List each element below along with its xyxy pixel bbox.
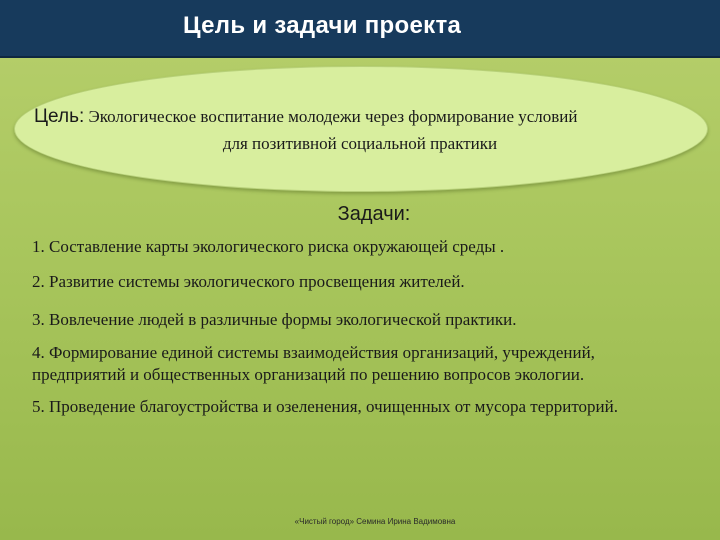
task-item-4: 4. Формирование единой системы взаимодействия организаций, учреждений, предприятий и общественных организаций по решению вопросов экологии. (32, 343, 595, 384)
goal-label: Цель: (34, 106, 85, 127)
goal-text-line-2: для позитивной социальной практики (222, 134, 498, 153)
slide-title: Цель и задачи проекта (183, 12, 462, 39)
footer-caption: «Чистый город» Семина Ирина Вадимовна (294, 517, 456, 526)
tasks-list (32, 236, 682, 431)
task-item-2: 2. Развитие системы экологического просвещения жителей. (32, 272, 465, 291)
goal-ellipse (14, 66, 708, 192)
title-bar (0, 0, 720, 58)
goal-line-1 (34, 106, 694, 128)
task-item-1: 1. Составление карты экологического риска окружающей среды . (32, 237, 505, 256)
goal-text-line-1: Экологическое воспитание молодежи через формирование условий (84, 107, 578, 126)
tasks-heading: Задачи: (337, 203, 411, 225)
task-item-5: 5. Проведение благоустройства и озеленения, очищенных от мусора территорий. (32, 397, 619, 416)
task-item-3: 3. Вовлечение людей в различные формы экологической практики. (32, 310, 517, 329)
